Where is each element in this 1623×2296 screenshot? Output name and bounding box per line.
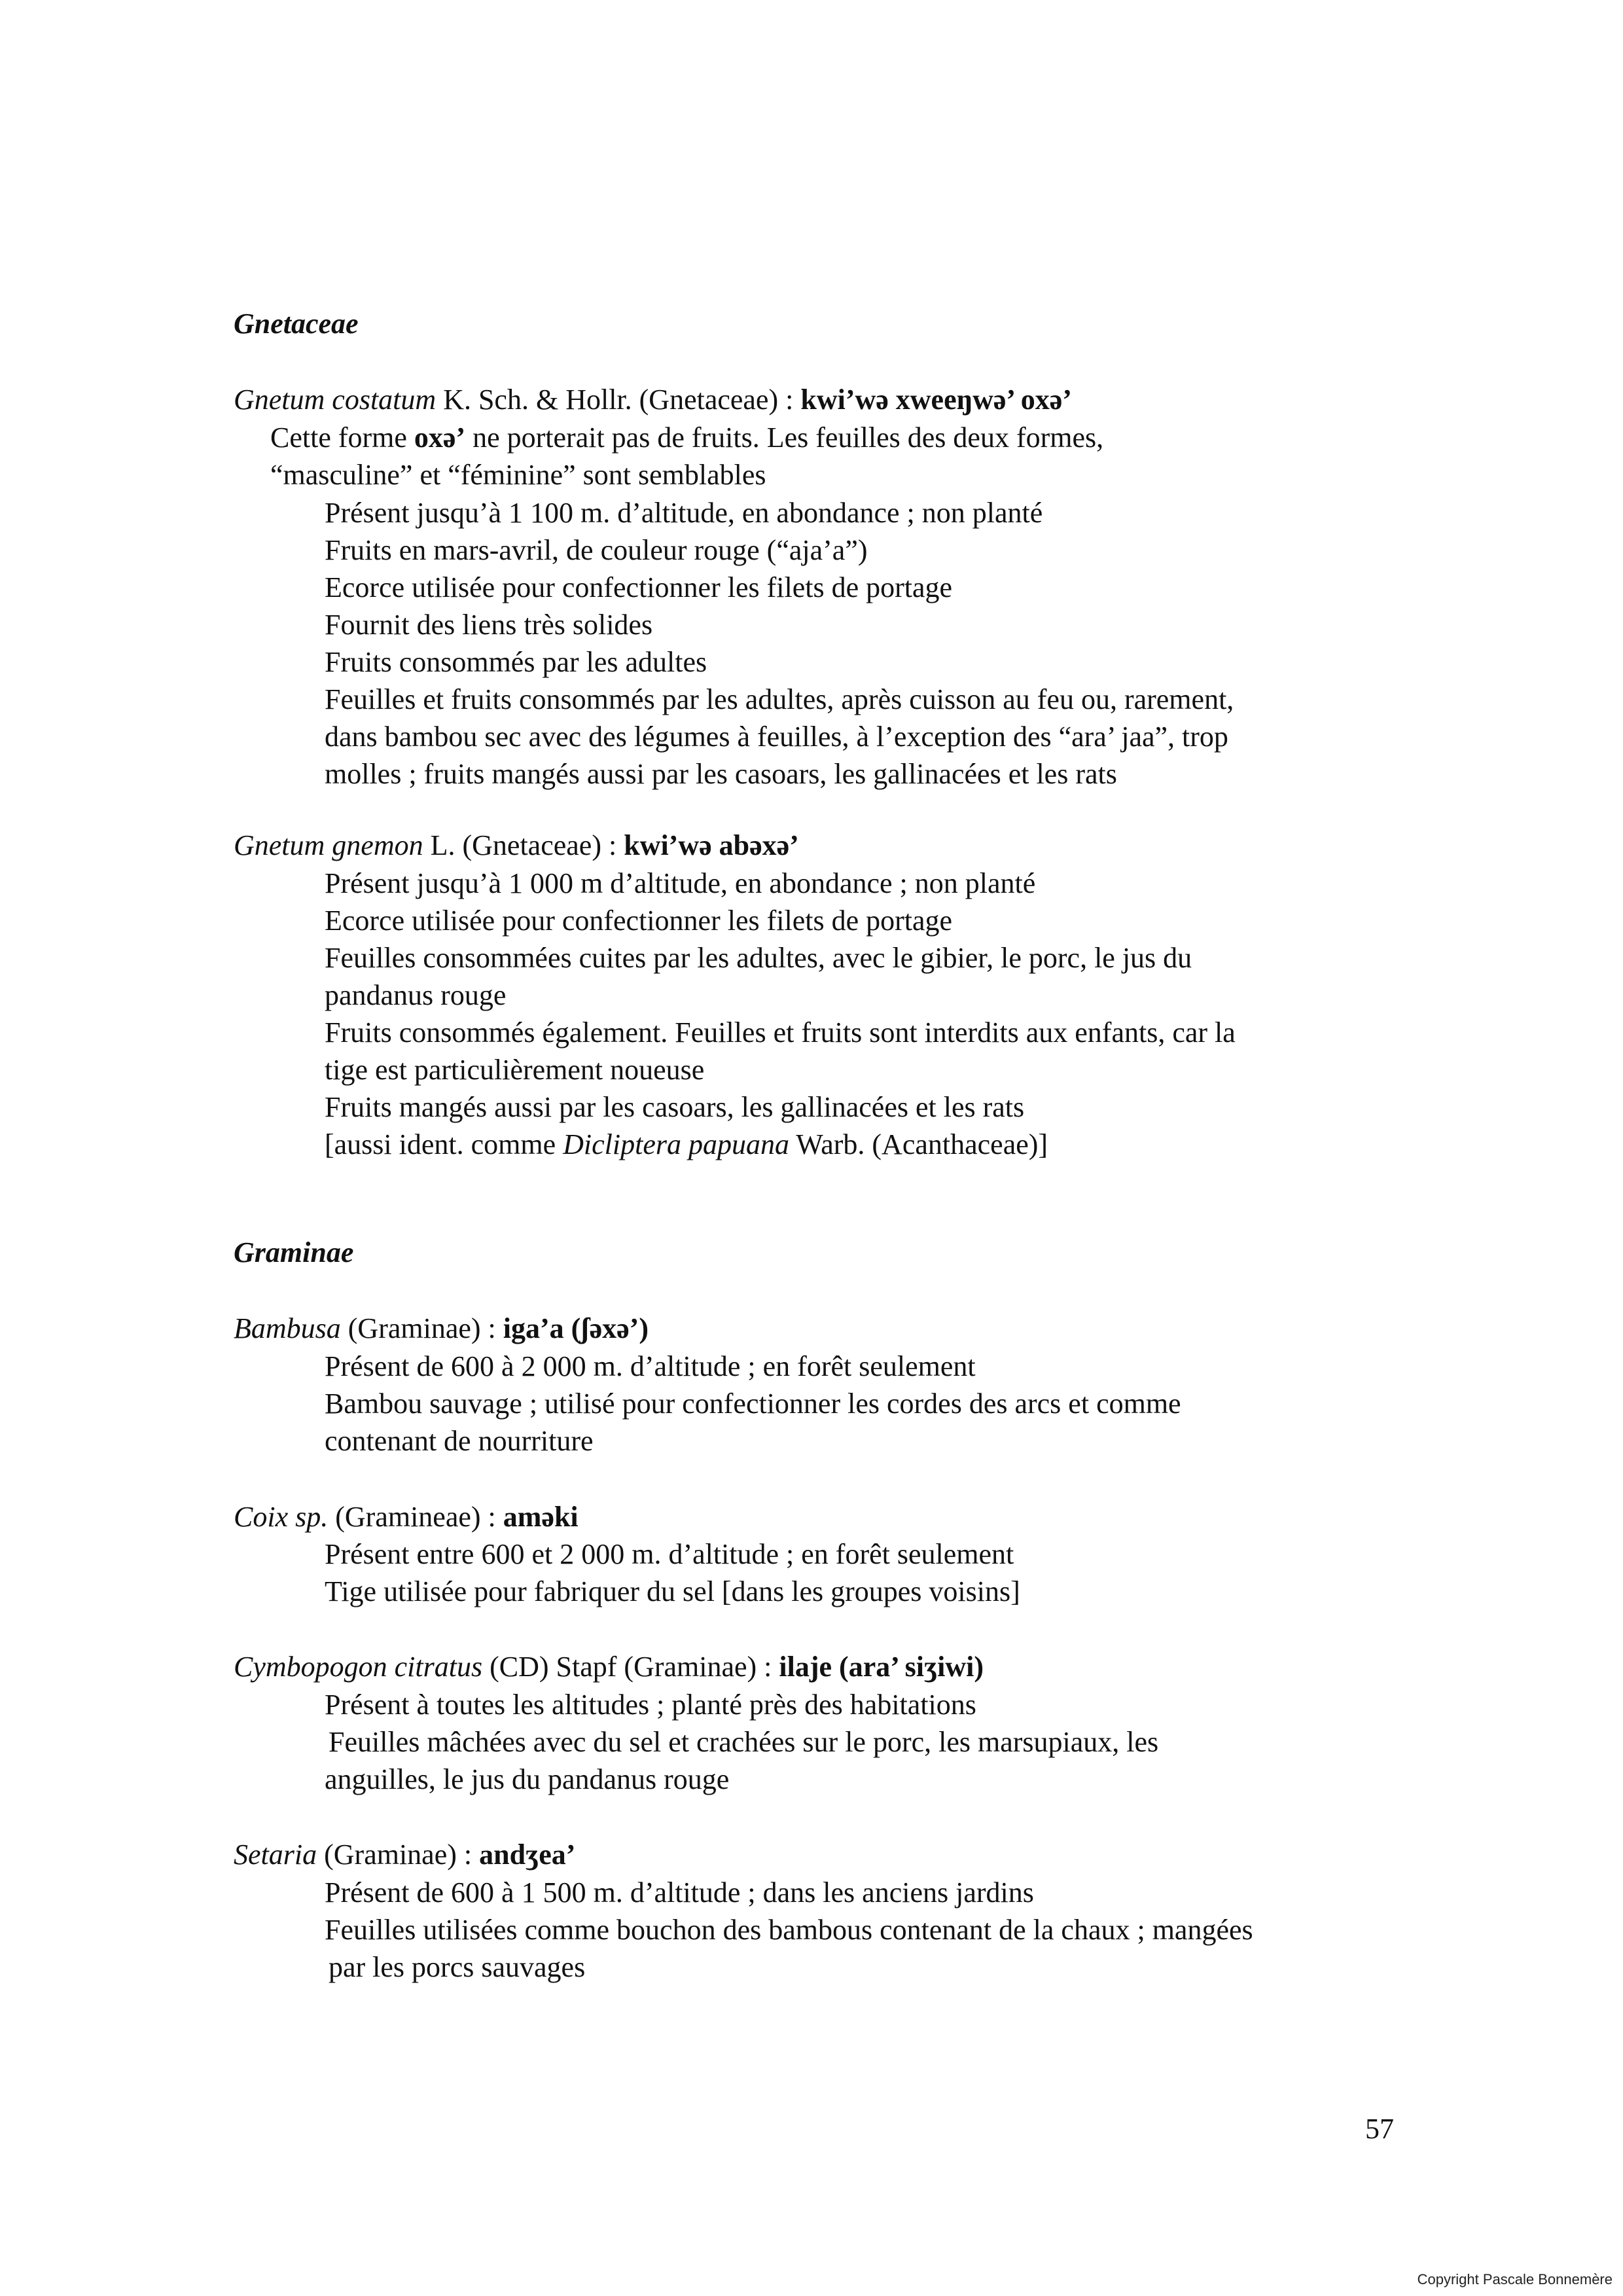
detail-line: dans bambou sec avec des légumes à feuilles, à l’exception des “ara’ jaa”, trop [325,721,1228,753]
ident-text: [aussi ident. comme [325,1128,563,1160]
detail-line: Ecorce utilisée pour confectionner les filets de portage [325,905,953,937]
detail-line: Présent de 600 à 1 500 m. d’altitude ; dans les anciens jardins [325,1876,1034,1909]
detail-line: Ecorce utilisée pour confectionner les filets de portage [325,571,953,603]
vernacular-name: kwi’wə abəxə’ [624,829,799,861]
detail-line: Feuilles mâchées avec du sel et crachées sur le porc, les marsupiaux, les [329,1726,1159,1758]
author-family: (Gramineae) : [328,1501,503,1533]
detail-line: Présent à toutes les altitudes ; planté près des habitations [325,1689,976,1721]
detail-line: Bambou sauvage ; utilisé pour confectionner les cordes des arcs et comme [325,1388,1181,1420]
author-family: (CD) Stapf (Graminae) : [482,1651,779,1683]
detail-line: Présent entre 600 et 2 000 m. d’altitude ; en forêt seulement [325,1538,1014,1570]
section-heading: Gnetaceae [234,308,359,340]
vernacular-name: ilaje (ara’ siʒiwi) [779,1651,984,1683]
entry-title [234,1648,984,1686]
vernacular-name: aməki [503,1501,579,1533]
author-family: L. (Gnetaceae) : [423,829,624,861]
author-family: (Graminae) : [317,1839,480,1871]
detail-line: Feuilles consommées cuites par les adultes, avec le gibier, le porc, le jus du [325,942,1192,974]
detail-line: Feuilles et fruits consommés par les adultes, après cuisson au feu ou, rarement, [325,683,1234,715]
latin-name: Cymbopogon citratus [234,1651,483,1683]
detail-line: Présent jusqu’à 1 100 m. d’altitude, en abondance ; non planté [325,497,1043,529]
entry-note: “masculine” et “féminine” sont semblables [270,459,766,491]
detail-line: Fruits consommés par les adultes [325,646,707,678]
entry-title [234,827,799,865]
detail-line: Fruits mangés aussi par les casoars, les gallinacées et les rats [325,1091,1025,1123]
detail-line: pandanus rouge [325,979,507,1011]
note-text: ne porterait pas de fruits. Les feuilles des deux formes, [465,422,1104,454]
detail-line: Fournit des liens très solides [325,609,653,641]
latin-name: Coix sp. [234,1501,329,1533]
detail-line: Présent de 600 à 2 000 m. d’altitude ; en forêt seulement [325,1350,976,1382]
section-heading: Graminae [234,1236,354,1268]
entry-title [234,1498,579,1536]
author-family: (Graminae) : [340,1312,503,1344]
entry-note [270,419,1103,457]
vernacular-name: kwi’wə xweeŋwə’ oxə’ [800,384,1072,416]
author-family: K. Sch. & Hollr. (Gnetaceae) : [436,384,801,416]
detail-line: molles ; fruits mangés aussi par les casoars, les gallinacées et les rats [325,758,1117,790]
detail-line: Fruits consommés également. Feuilles et fruits sont interdits aux enfants, car la [325,1016,1236,1049]
entry-title [234,1836,575,1874]
ident-latin: Dicliptera papuana [563,1128,789,1160]
detail-line: Présent jusqu’à 1 000 m d’altitude, en abondance ; non planté [325,867,1036,899]
vernacular-name: iga’a (ʃəxə’) [503,1312,649,1344]
detail-line: Feuilles utilisées comme bouchon des bambous contenant de la chaux ; mangées [325,1914,1253,1946]
latin-name: Gnetum costatum [234,384,437,416]
latin-name: Gnetum gnemon [234,829,423,861]
copyright-notice: Copyright Pascale Bonnemère [1417,2271,1613,2287]
detail-line: tige est particulièrement noueuse [325,1054,705,1086]
note-text: Cette forme [270,422,414,454]
identification-note [325,1126,1048,1164]
detail-line: Fruits en mars-avril, de couleur rouge (“aja’a”) [325,534,868,566]
detail-line: Tige utilisée pour fabriquer du sel [dans les groupes voisins] [325,1575,1020,1607]
page-number: 57 [1365,2113,1394,2145]
latin-name: Bambusa [234,1312,341,1344]
vernacular-name: andʒea’ [479,1839,576,1871]
entry-title [234,1310,649,1348]
ident-text: Warb. (Acanthaceae)] [789,1128,1048,1160]
latin-name: Setaria [234,1839,317,1871]
detail-line: anguilles, le jus du pandanus rouge [325,1763,730,1795]
note-bold: oxə’ [414,422,466,454]
detail-line: par les porcs sauvages [329,1951,586,1983]
detail-line: contenant de nourriture [325,1425,594,1457]
entry-title [234,381,1072,419]
